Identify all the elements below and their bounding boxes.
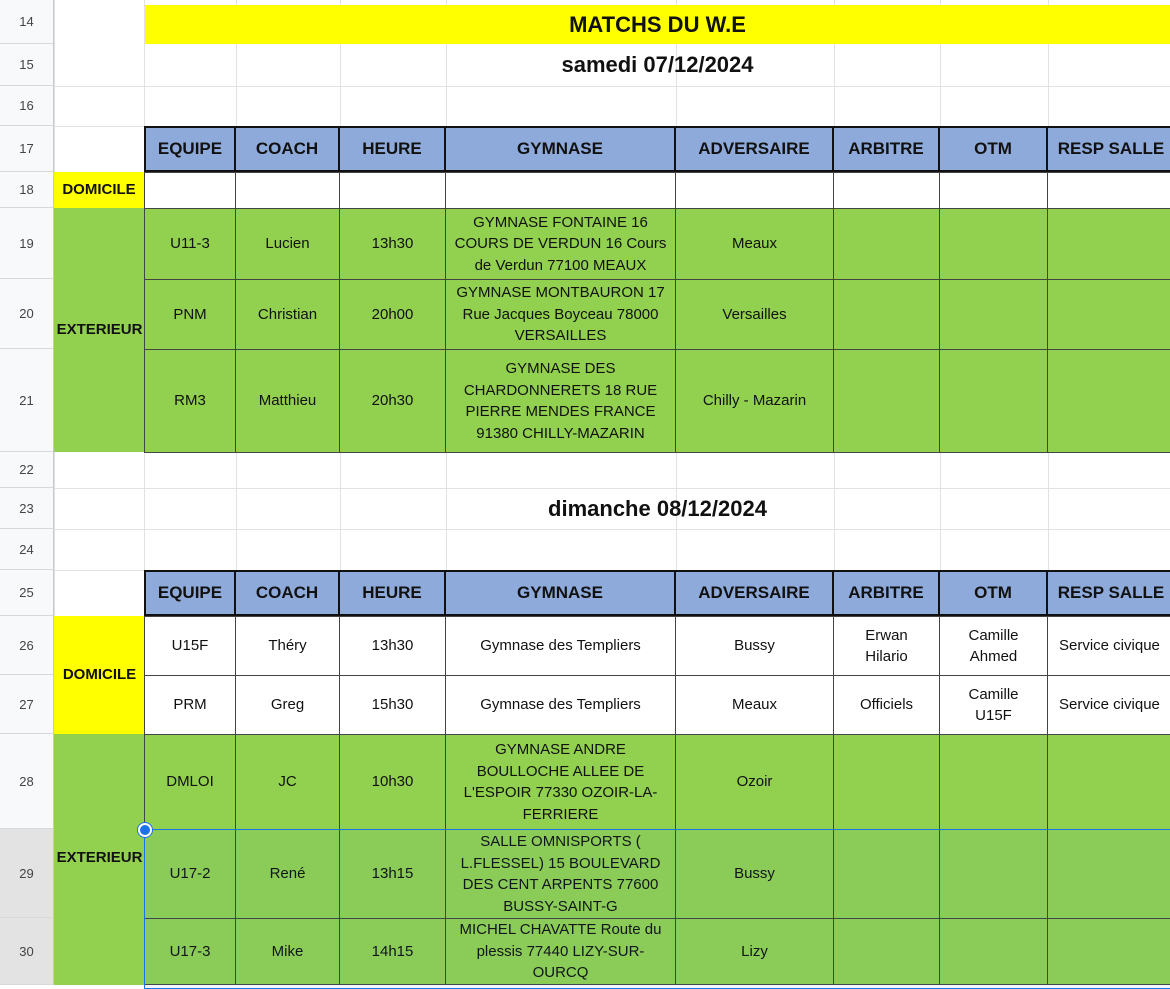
table-cell[interactable]: Service civique (1047, 675, 1170, 735)
table-cell[interactable] (1047, 734, 1170, 830)
row-header[interactable] (0, 279, 54, 349)
row-header[interactable] (0, 452, 54, 488)
row-header[interactable] (0, 616, 54, 675)
table-cell[interactable]: MICHEL CHAVATTE Route du plessis 77440 LIZY-SUR-OURCQ (445, 918, 676, 985)
exterieur-label[interactable]: EXTERIEUR (54, 734, 145, 985)
row-header[interactable] (0, 675, 54, 734)
table-cell[interactable] (1047, 279, 1170, 350)
row-number: 15 (19, 57, 34, 72)
row-header[interactable] (0, 86, 54, 126)
cell-selection-range[interactable] (144, 829, 1170, 989)
col-header-adversaire[interactable]: ADVERSAIRE (674, 126, 834, 172)
table-cell[interactable]: Gymnase des Templiers (445, 675, 676, 735)
row-number: 30 (19, 943, 34, 959)
row-number: 25 (19, 585, 34, 600)
table-cell[interactable]: Camille Ahmed (939, 616, 1048, 676)
table-cell[interactable] (144, 172, 236, 209)
table-cell[interactable]: 15h30 (339, 675, 446, 735)
table-cell[interactable]: 13h30 (339, 208, 446, 280)
table-cell[interactable]: Camille U15F (939, 675, 1048, 735)
table-cell[interactable] (833, 172, 940, 209)
table-cell[interactable]: 20h00 (339, 279, 446, 350)
table-cell[interactable] (939, 349, 1048, 453)
row-header[interactable] (0, 918, 54, 985)
table-cell[interactable]: Meaux (675, 208, 834, 280)
col-header-coach[interactable]: COACH (234, 126, 340, 172)
table-cell[interactable] (339, 172, 446, 209)
table-cell[interactable] (939, 208, 1048, 280)
table-cell[interactable] (445, 172, 676, 209)
row-header[interactable] (0, 0, 54, 44)
table-cell[interactable]: Lizy (675, 918, 834, 985)
table-cell[interactable]: GYMNASE MONTBAURON 17 Rue Jacques Boyceau 78000 VERSAILLES (445, 279, 676, 350)
row-number: 20 (19, 306, 34, 321)
table-cell[interactable]: Chilly - Mazarin (675, 349, 834, 453)
row-header[interactable] (0, 734, 54, 829)
saturday-date[interactable]: samedi 07/12/2024 (561, 52, 754, 78)
table-cell[interactable]: Meaux (675, 675, 834, 735)
table-cell[interactable]: Théry (235, 616, 340, 676)
table-cell[interactable]: RM3 (144, 349, 236, 453)
row-number: 23 (19, 500, 34, 516)
table-cell[interactable]: Lucien (235, 208, 340, 280)
table-cell[interactable]: Ozoir (675, 734, 834, 830)
row-number: 22 (19, 462, 34, 477)
table-cell[interactable]: GYMNASE ANDRE BOULLOCHE ALLEE DE L'ESPOIR 77330 OZOIR-LA-FERRIERE (445, 734, 676, 830)
col-header-resp-salle[interactable]: RESP SALLE (1046, 570, 1170, 616)
gridline (54, 86, 1170, 87)
table-cell[interactable] (939, 279, 1048, 350)
table-cell[interactable] (833, 349, 940, 453)
gridline (54, 529, 1170, 530)
table-cell[interactable]: PNM (144, 279, 236, 350)
table-cell[interactable] (1047, 349, 1170, 453)
table-cell[interactable]: Christian (235, 279, 340, 350)
table-cell[interactable]: Gymnase des Templiers (445, 616, 676, 676)
table-cell[interactable] (235, 172, 340, 209)
table-cell[interactable]: Erwan Hilario (833, 616, 940, 676)
table-cell[interactable] (833, 208, 940, 280)
table-cell[interactable] (1047, 172, 1170, 209)
row-header[interactable] (0, 570, 54, 616)
table-cell[interactable]: 10h30 (339, 734, 446, 830)
col-header-resp-salle[interactable]: RESP SALLE (1046, 126, 1170, 172)
row-header[interactable] (0, 529, 54, 570)
table-cell[interactable]: Bussy (675, 616, 834, 676)
table-cell[interactable] (1047, 208, 1170, 280)
table-cell[interactable] (939, 172, 1048, 209)
table-cell[interactable] (833, 734, 940, 830)
domicile-label[interactable]: DOMICILE (54, 616, 145, 734)
row-number: 16 (19, 98, 34, 113)
row-header[interactable] (0, 488, 54, 529)
table-cell[interactable]: 20h30 (339, 349, 446, 453)
row-header[interactable] (0, 208, 54, 279)
col-header-equipe[interactable]: EQUIPE (144, 126, 236, 172)
table-cell[interactable] (833, 279, 940, 350)
row-header[interactable] (0, 44, 54, 86)
table-cell[interactable] (675, 172, 834, 209)
table-cell[interactable] (939, 734, 1048, 830)
table-cell[interactable]: U17-2 (144, 829, 236, 919)
table-cell[interactable]: Versailles (675, 279, 834, 350)
row-number: 18 (19, 182, 34, 197)
table-cell[interactable]: JC (235, 734, 340, 830)
col-header-gymnase[interactable]: GYMNASE (444, 570, 676, 616)
table-cell[interactable]: 13h30 (339, 616, 446, 676)
row-number: 24 (19, 541, 34, 557)
table-cell[interactable]: GYMNASE FONTAINE 16 COURS DE VERDUN 16 Cours de Verdun 77100 MEAUX (445, 208, 676, 280)
table-cell[interactable]: René (235, 829, 340, 919)
row-number: 21 (19, 392, 34, 408)
row-header[interactable] (0, 349, 54, 452)
table-cell[interactable]: Matthieu (235, 349, 340, 453)
col-header-otm[interactable]: OTM (938, 126, 1048, 172)
col-header-heure[interactable]: HEURE (338, 126, 446, 172)
col-header-adversaire[interactable]: ADVERSAIRE (674, 570, 834, 616)
row-number: 19 (19, 235, 34, 251)
table-cell[interactable]: Mike (235, 918, 340, 985)
col-header-otm[interactable]: OTM (938, 570, 1048, 616)
table-cell[interactable]: DMLOI (144, 734, 236, 830)
sunday-date[interactable]: dimanche 08/12/2024 (548, 495, 767, 521)
row-number: 27 (19, 696, 34, 712)
row-header[interactable] (0, 172, 54, 208)
table-cell[interactable]: Service civique (1047, 616, 1170, 676)
table-cell[interactable]: Bussy (675, 829, 834, 919)
table-cell[interactable]: SALLE OMNISPORTS ( L.FLESSEL) 15 BOULEVARD DES CENT ARPENTS 77600 BUSSY-SAINT-G (445, 829, 676, 919)
table-cell[interactable]: U11-3 (144, 208, 236, 280)
row-number: 17 (19, 141, 34, 156)
table-cell[interactable]: Greg (235, 675, 340, 735)
table-cell[interactable]: 14h15 (339, 918, 446, 985)
col-header-gymnase[interactable]: GYMNASE (444, 126, 676, 172)
domicile-label[interactable]: DOMICILE (54, 172, 144, 208)
row-number: 14 (19, 14, 34, 29)
row-number: 26 (19, 637, 34, 653)
row-number: 29 (19, 865, 34, 881)
table-cell[interactable]: Officiels (833, 675, 940, 735)
table-cell[interactable]: U15F (144, 616, 236, 676)
exterieur-label[interactable]: EXTERIEUR (54, 208, 145, 452)
table-cell[interactable]: GYMNASE DES CHARDONNERETS 18 RUE PIERRE MENDES FRANCE 91380 CHILLY-MAZARIN (445, 349, 676, 453)
row-header[interactable] (0, 126, 54, 172)
col-header-arbitre[interactable]: ARBITRE (832, 126, 940, 172)
table-cell[interactable]: U17-3 (144, 918, 236, 985)
page-title[interactable]: MATCHS DU W.E (145, 5, 1170, 44)
col-header-arbitre[interactable]: ARBITRE (832, 570, 940, 616)
col-header-heure[interactable]: HEURE (338, 570, 446, 616)
table-cell[interactable]: 13h15 (339, 829, 446, 919)
selection-handle[interactable] (138, 823, 152, 837)
row-number: 28 (19, 773, 34, 789)
col-header-equipe[interactable]: EQUIPE (144, 570, 236, 616)
col-header-coach[interactable]: COACH (234, 570, 340, 616)
table-cell[interactable]: PRM (144, 675, 236, 735)
row-header[interactable] (0, 829, 54, 918)
